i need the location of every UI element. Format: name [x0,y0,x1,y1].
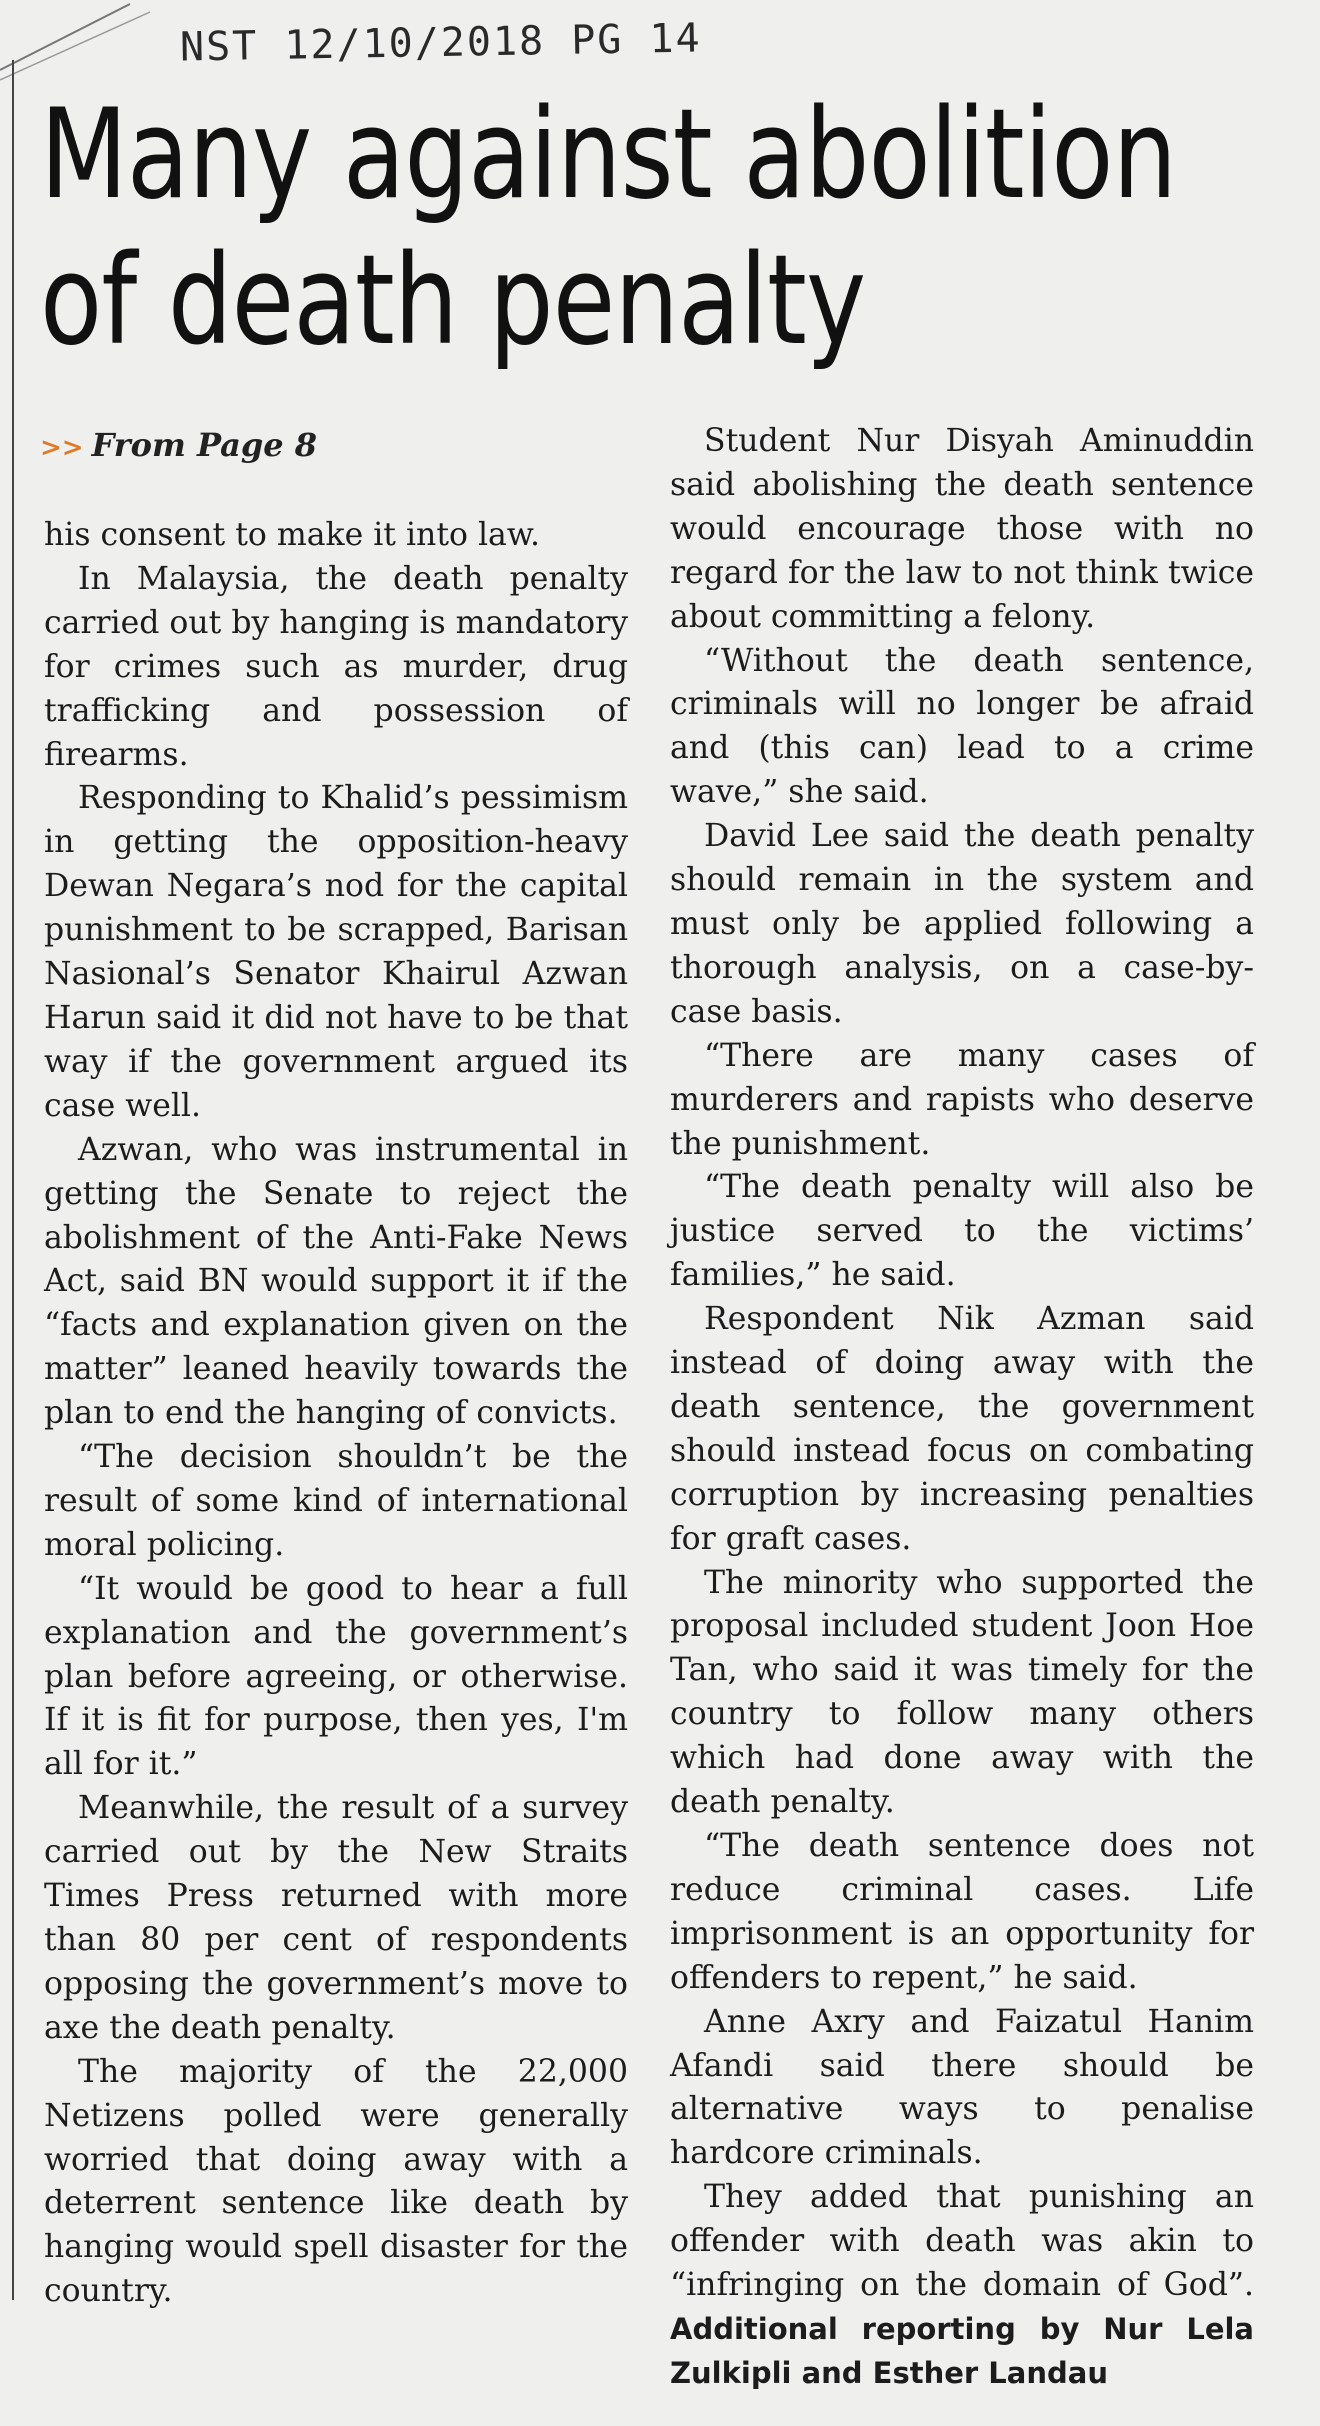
paragraph: his consent to make it into law. [44,517,541,553]
paragraph: “The death sentence does not reduce criminal cases. Life imprisonment is an opportunity for offenders to repent,” he said. [670,1828,1254,1996]
paragraph: The minority who supported the proposal included student Joon Hoe Tan, who said it was timely for the country to follow many others which had done away with the death penalty. [670,1564,1254,1821]
paragraph: Azwan, who was instrumental in getting the Senate to reject the abolishment of the Anti-Fake News Act, said BN would support it if the “facts and explanation given on the matter” leaned heavily towards the plan to end the hanging of convicts. [44,1131,628,1432]
paragraph: Responding to Khalid’s pessimism in getting the opposition-heavy Dewan Negara’s nod for the capital punishment to be scrapped, Barisan Nasional’s Senator Khairul Azwan Harun said it did not have to be that way if the government argued its case well. [44,780,628,1124]
article-column-right [670,420,1254,2396]
double-chevron-icon: >> [40,433,84,463]
paragraph: In Malaysia, the death penalty carried out by hanging is mandatory for crimes such as murder, drug trafficking and possession of firearms. [44,560,628,773]
page-left-edge [12,60,14,2300]
paragraph: Anne Axry and Faizatul Hanim Afandi said there should be alternative ways to penalise hardcore criminals. [670,2003,1254,2172]
corner-scratch-marks [0,0,160,90]
headline-line-2: of death penalty [40,229,866,373]
reporting-credit: Additional reporting by Nur Lela Zulkipli and Esther Landau [670,2311,1254,2390]
paragraph: “There are many cases of murderers and rapists who deserve the punishment. [670,1037,1254,1162]
paragraph: Meanwhile, the result of a survey carried out by the New Straits Times Press returned with more than 80 per cent of respondents opposing the government’s move to axe the death penalty. [44,1790,628,2046]
paragraph: “The death penalty will also be justice served to the victims’ families,” he said. [670,1169,1254,1294]
continuation-reference [40,426,317,464]
paragraph: Student Nur Disyah Aminuddin said abolishing the death sentence would encourage those with no regard for the law to not think twice about committing a felony. [670,423,1254,635]
paragraph: The majority of the 22,000 Netizens polled were generally worried that doing away with a deterrent sentence like death by hanging would spell disaster for the country. [44,2053,628,2310]
paragraph [670,2176,1254,2396]
paragraph: “It would be good to hear a full explanation and the government’s plan before agreeing, or otherwise. If it is fit for purpose, then yes, I'm all for it.” [44,1570,628,1783]
continuation-text: From Page 8 [91,426,318,464]
handwritten-clip-note: NST 12/10/2018 PG 14 [179,15,703,71]
headline-line-1: Many against abolition [40,83,1177,227]
article-column-left [44,514,628,2314]
paragraph: “The decision shouldn’t be the result of some kind of international moral policing. [44,1439,628,1563]
headline [40,82,1177,374]
paragraph-text: They added that punishing an offender with death was akin to “infringing on the domain of God”. [670,2179,1254,2304]
paragraph: “Without the death sentence, criminals will no longer be afraid and (this can) lead to a crime wave,” she said. [670,642,1254,811]
paragraph: David Lee said the death penalty should remain in the system and must only be applied following a thorough analysis, on a case-by-case basis. [670,818,1254,1030]
paragraph: Respondent Nik Azman said instead of doing away with the death sentence, the government should instead focus on combating corruption by increasing penalties for graft cases. [670,1301,1254,1557]
